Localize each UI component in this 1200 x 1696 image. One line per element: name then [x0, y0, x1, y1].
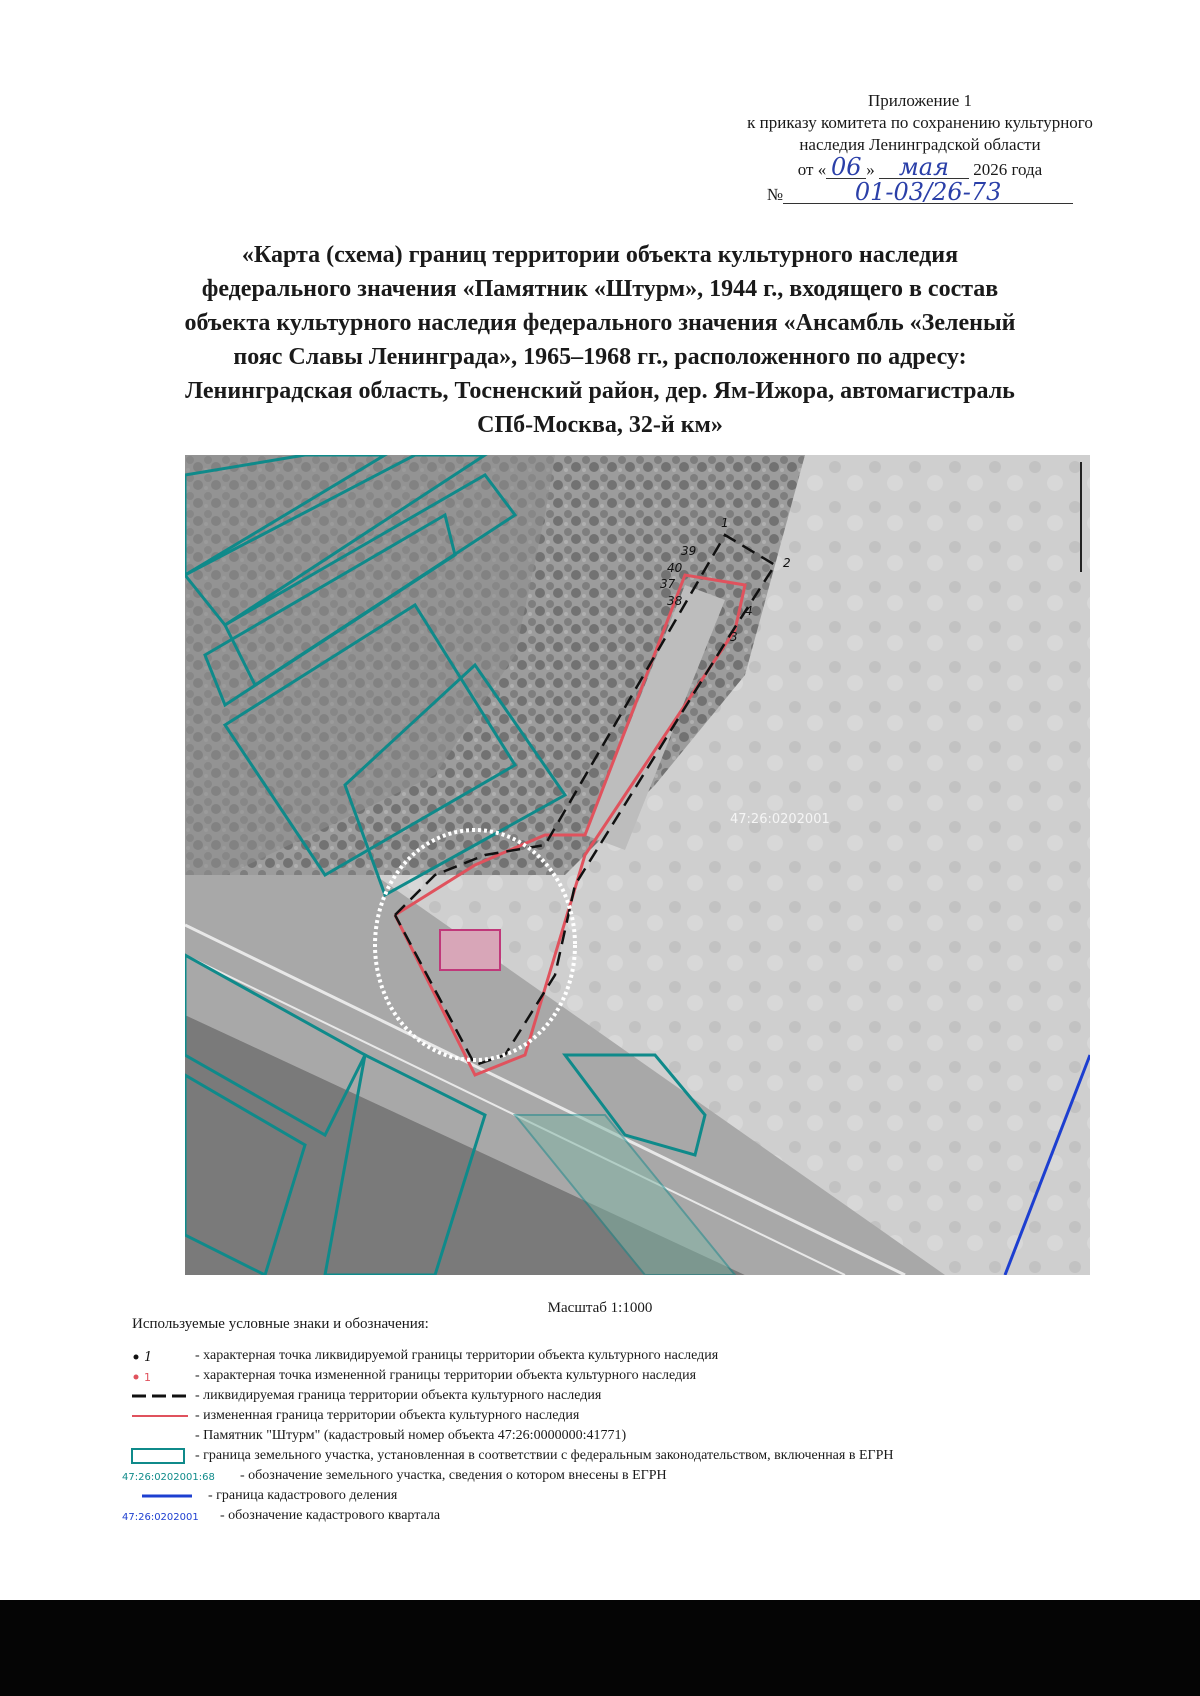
point-label-37: 37 [660, 577, 676, 591]
quarter-label: 47:26:0202001 [730, 812, 830, 827]
point-label-3: 3 [730, 630, 738, 644]
legend-item-black-point: 1 - характерная точка ликвидируемой границы территории объекта культурного наследия [130, 1346, 1190, 1366]
parcel-label-sample: 47:26:0202001:68 [122, 1472, 215, 1483]
appendix-header [690, 90, 1150, 206]
appendix-committee: наследия Ленинградской области [799, 135, 1041, 154]
map-edge-mark [1080, 462, 1082, 572]
legend-item-red-point: 1 - характерная точка измененной границы территории объекта культурного наследия [130, 1366, 1190, 1386]
point-label-39: 39 [681, 544, 697, 558]
legend-item-monument: - Памятник "Штурм" (кадастровый номер объекта 47:26:0000000:41771) [195, 1428, 627, 1443]
appendix-title: Приложение 1 [868, 91, 972, 110]
legend-item-blue-line: - граница кадастрового деления [130, 1486, 1190, 1506]
red-line-icon [130, 1406, 195, 1426]
point-label-2: 2 [783, 556, 791, 570]
legend-item-quarter-label: 47:26:0202001 - обозначение кадастрового квартала [130, 1506, 1190, 1526]
map-scale: Масштаб 1:1000 [547, 1300, 653, 1316]
black-dash-icon [130, 1386, 195, 1406]
scan-border [0, 1600, 1200, 1696]
document-title: «Карта (схема) границ территории объекта культурного наследия федерального значения «Памятник «Штурм», 1944 г., входящего в состав объекта культурного наследия федерального значения «Ансамбль «Зеленый пояс Славы Ленинграда», 1965–1968 гг., расположенного по адресу: Ленинградская область, Тосненский район, дер. Ям-Ижора, автомагистраль СПб-Москва, 32-й км» [184, 242, 1016, 438]
map-canvas [185, 455, 1090, 1275]
quarter-label-sample: 47:26:0202001 [122, 1512, 199, 1523]
point-label-40: 40 [667, 561, 683, 575]
svg-text:1: 1 [144, 1350, 153, 1365]
point-label-4: 4 [745, 604, 753, 618]
date-day: 06 [826, 156, 866, 179]
legend-item-parcel-label: 47:26:0202001:68 - обозначение земельного участка, сведения о котором внесены в ЕГРН [130, 1466, 1190, 1486]
legend-item-black-dash: - ликвидируемая граница территории объекта культурного наследия [130, 1386, 1190, 1406]
date-month: мая [879, 156, 969, 179]
legend-title: Используемые условные знаки и обозначения: [132, 1316, 429, 1332]
point-label-38: 38 [667, 594, 683, 608]
point-label-1: 1 [721, 516, 729, 530]
legend [122, 1346, 1190, 1526]
red-point-icon [130, 1366, 195, 1386]
appendix-date: от « 06 » мая 2026 года [797, 153, 1043, 181]
legend-item-teal-box: - граница земельного участка, установленная в соответствии с федеральным законодательством, включенная в ЕГРН [130, 1446, 1190, 1466]
order-number: 01-03/26-73 [783, 181, 1073, 204]
teal-box-icon [130, 1446, 195, 1466]
monument-sturm [440, 930, 500, 970]
black-point-icon [130, 1346, 195, 1366]
date-year: 2026 года [973, 160, 1043, 179]
appendix-order: к приказу комитета по сохранению культурного [747, 113, 1093, 132]
appendix-number: № 01-03/26-73 [690, 181, 1150, 206]
legend-item-red-line: - измененная граница территории объекта культурного наследия [130, 1406, 1190, 1426]
boundary-map [185, 455, 1090, 1275]
blue-line-icon [130, 1486, 195, 1506]
svg-text:1: 1 [144, 1371, 151, 1384]
